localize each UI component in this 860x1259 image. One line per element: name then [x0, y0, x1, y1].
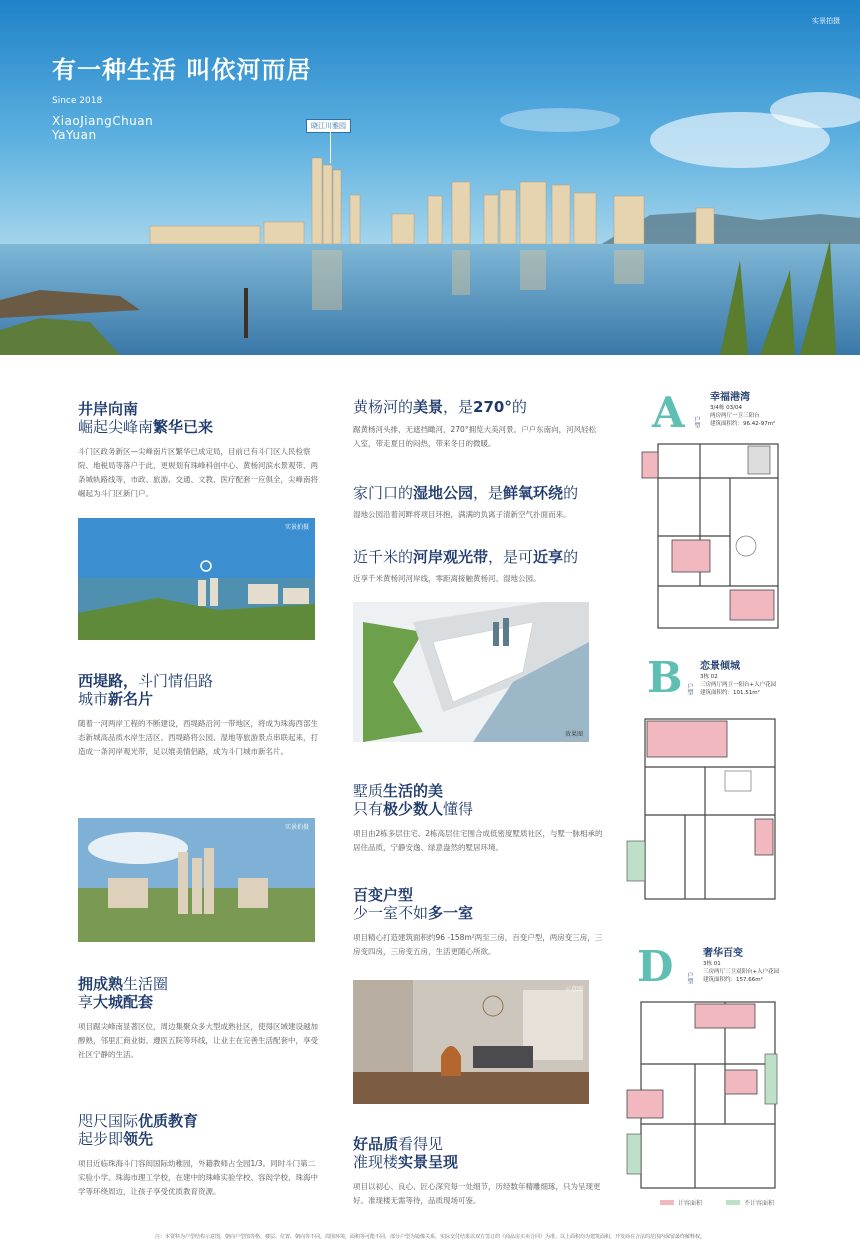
- plan-name: 幸福港湾: [710, 392, 750, 403]
- t: 河岸观光带: [413, 548, 489, 566]
- plan-area: 建筑面积约：101.51m²: [700, 690, 760, 696]
- plan-building: 3栋 01: [703, 961, 721, 967]
- plan-rooms: 两房两厅一卫三阳台: [710, 413, 760, 419]
- t: 湿地公园: [413, 484, 474, 502]
- plan-type-label: 户型: [686, 683, 693, 695]
- t: 墅质: [353, 782, 384, 800]
- plan-drawing: [625, 711, 780, 911]
- t: 的: [563, 484, 579, 502]
- photo-tag: 实景拍摄: [284, 824, 309, 831]
- section-text: 湿地公园沿着河畔将项目环抱，满满的负离子清新空气扑面而来。: [353, 510, 571, 519]
- brand-line-1: XiaoJiangChuan: [52, 114, 154, 128]
- subtitle-emphasis: 领先: [123, 1130, 154, 1148]
- plan-building: 3栋 02: [700, 674, 718, 680]
- section-text: 项目近临珠海斗门容闳国际幼稚园，外籍教师占全园1/3。同时斗门第二实验小学、珠海市理工学校，在建中的珠峰实验学校、容闳学校、珠海中学等环绕周边，让孩子享受优质教育资源。: [78, 1159, 318, 1196]
- plan-letter: A: [652, 388, 685, 437]
- section-riverside: [353, 548, 613, 586]
- section-text: 项目踞尖峰南显著区位，周边集聚众多大型成熟社区，使得区域建设越加醇熟，邻里汇商业街、遵医五院等环线，让业主在完善生活配套中，享受社区宁静的生活。: [78, 1022, 318, 1059]
- title-part: 斗门情侣路: [138, 672, 214, 690]
- section-river-view: [353, 398, 603, 451]
- t: 多一室: [428, 904, 474, 922]
- section-text: 近享千米黄杨河河岸线，零距离接触黄杨河、湿地公园。: [353, 574, 541, 583]
- section-text: 项目以初心、良心、匠心深究每一处细节，历经数年精雕细琢，只为呈现更好。准现楼无需等待，品质现场可鉴。: [353, 1182, 601, 1205]
- t: 实景呈现: [398, 1153, 459, 1171]
- plan-info: [700, 673, 776, 697]
- plan-letter: D: [637, 942, 674, 991]
- floor-plan-b: [625, 655, 780, 915]
- section-wetland: [353, 484, 613, 522]
- legend-swatch: [660, 1200, 674, 1205]
- plan-info: [710, 404, 775, 428]
- photo-tag: 实景拍摄: [284, 524, 309, 531]
- legend-swatch: [726, 1200, 740, 1205]
- plan-rooms: 三房两厅三卫双阳台+入户花园: [703, 969, 780, 975]
- section-title: [353, 1135, 603, 1153]
- title-part: 拥成熟: [78, 975, 124, 993]
- section-title: [353, 398, 603, 416]
- masterplan-render: [353, 602, 589, 742]
- section-road: [78, 672, 318, 759]
- project-pin-label: 晓江川雅园: [306, 119, 351, 133]
- plan-rooms: 三房两厅两卫一阳台+入户花园: [700, 682, 777, 688]
- aerial-photo-2: [78, 818, 315, 942]
- t: 近千米的: [353, 548, 414, 566]
- section-text: 踞黄杨河头排，无遮挡瞰河，270°拥览大美河景。户户东南向，河风轻松入室，带走夏日的闷热，带来冬日的微暖。: [353, 425, 597, 448]
- floor-plan-a: [640, 380, 780, 640]
- t: 鲜氧环绕: [503, 484, 564, 502]
- photo-tag: 效果图: [564, 731, 583, 738]
- plan-letter: B: [647, 653, 683, 702]
- section-quality: [353, 1135, 603, 1208]
- subtitle-part: 享: [78, 993, 94, 1011]
- section-title: 井岸向南: [78, 400, 139, 418]
- plan-info: [703, 960, 779, 984]
- subtitle-emphasis: 新名片: [108, 690, 154, 708]
- t: 懂得: [443, 800, 474, 818]
- brand-name: [52, 114, 153, 142]
- title-part: 西堤路，: [78, 672, 139, 690]
- title-part: 咫尺国际: [78, 1112, 139, 1130]
- legend-non-gfa: [726, 1198, 774, 1207]
- t: 极少数人: [383, 800, 444, 818]
- section-title: [353, 782, 603, 800]
- floor-plan-d: [625, 938, 780, 1213]
- t: ，是可: [488, 548, 534, 566]
- t: 家门口的: [353, 484, 414, 502]
- aerial-photo-1: [78, 518, 315, 640]
- plan-type-label: 户型: [693, 416, 700, 428]
- t: 少一室不如: [353, 904, 429, 922]
- section-education: [78, 1112, 318, 1199]
- t: 黄杨河的: [353, 398, 414, 416]
- section-layout: [353, 886, 603, 959]
- section-subtitle: [78, 1130, 318, 1148]
- plan-name: 恋景倾城: [700, 661, 740, 672]
- subtitle-part: 城市: [78, 690, 109, 708]
- t: 的: [511, 398, 527, 416]
- title-part: 优质教育: [138, 1112, 199, 1130]
- plan-name: 奢华百变: [703, 948, 743, 959]
- t: 270°: [473, 398, 512, 416]
- subtitle-part: 起步即: [78, 1130, 124, 1148]
- section-title: [78, 975, 318, 993]
- section-location: [78, 400, 318, 501]
- section-subtitle: [78, 418, 318, 436]
- t: 准现楼: [353, 1153, 399, 1171]
- section-villa: [353, 782, 603, 855]
- section-title: [353, 548, 613, 566]
- section-text: 项目由2栋多层住宅、2栋高层住宅围合成低密度墅质社区，与墅一脉相承的居住品质，宁静安逸、绿意盎然的墅居环境。: [353, 829, 603, 852]
- subtitle-emphasis: 繁华已来: [153, 418, 214, 436]
- section-subtitle: [353, 904, 603, 922]
- section-title: 百变户型: [353, 886, 414, 904]
- photo-tag: 实景拍摄: [812, 17, 840, 25]
- section-title: [353, 484, 613, 502]
- t: 的: [563, 548, 579, 566]
- legend-gfa: [660, 1198, 702, 1207]
- hero-banner: [0, 0, 860, 355]
- t: 近享: [533, 548, 564, 566]
- section-text: 随着一河两岸工程的不断建设，西堤路沿河一带地区，将成为珠海西部生态新城高品质水岸生活区。西堤路将公园、湿地等旅游景点串联起来，打造成一条河岸观光带，足以媲美情侣路，成为斗门城市新名片。: [78, 719, 318, 756]
- section-subtitle: [78, 690, 318, 708]
- t: ，是: [443, 398, 474, 416]
- footer-disclaimer: 注：本资料为户型结构示意图，朝向户型图等格、楼层、位置、朝向等不同，周围环境，面积等可能不同，部分户型为镜像关系，实际交付结果以双方签订的《商品房买卖合同》为准。以上面积均为建筑面积，开发商在合法的范围内保留最终解释权。: [154, 1234, 705, 1240]
- brand-line-2: YaYuan: [52, 128, 97, 142]
- section-text: 项目精心打造建筑面积约96 -158m²两至三房，百变户型，两房变三房，三房变四房，三房变五房，生活更随心所欲。: [353, 933, 603, 956]
- subtitle-emphasis: 大城配套: [93, 993, 154, 1011]
- section-text: 斗门区政务新区—尖峰南片区繁华已成定局，目前已有斗门区人民检察院、地税局等落户于此，更规划有珠峰科创中心、黄杨河滨水景观带、两条城轨路线等，市政、旅游、交通、文教、医疗配套一应俱全，尖峰南将崛起为斗门区新门户。: [78, 447, 318, 498]
- section-lifestyle: [78, 975, 318, 1062]
- plan-drawing: [640, 436, 780, 632]
- plan-area: 建筑面积约：157.66m²: [703, 977, 763, 983]
- plan-area: 建筑面积约：96.42-97m²: [710, 421, 776, 427]
- plan-type-label: 户型: [686, 972, 693, 984]
- hero-title: 有一种生活 叫依河而居: [52, 56, 312, 84]
- interior-photo: [353, 980, 589, 1104]
- photo-tag: 示意图: [564, 986, 583, 993]
- t: ，是: [473, 484, 504, 502]
- legend-label: 不计容面积: [744, 1200, 775, 1207]
- section-subtitle: [353, 1153, 603, 1171]
- section-subtitle: [78, 993, 318, 1011]
- title-part: 生活圈: [123, 975, 169, 993]
- plan-building: 3/4栋 03/04: [710, 405, 742, 411]
- subtitle-part: 崛起尖峰南: [78, 418, 154, 436]
- pin-line: [330, 131, 331, 163]
- since-year: Since 2018: [52, 96, 103, 106]
- section-title: [78, 672, 318, 690]
- section-subtitle: [353, 800, 603, 818]
- t: 看得见: [398, 1135, 444, 1153]
- t: 美景: [413, 398, 444, 416]
- t: 好品质: [353, 1135, 399, 1153]
- t: 只有: [353, 800, 384, 818]
- legend-label: 计容面积: [678, 1200, 703, 1207]
- t: 生活的美: [383, 782, 444, 800]
- section-title: [78, 1112, 318, 1130]
- plan-drawing: [625, 994, 780, 1194]
